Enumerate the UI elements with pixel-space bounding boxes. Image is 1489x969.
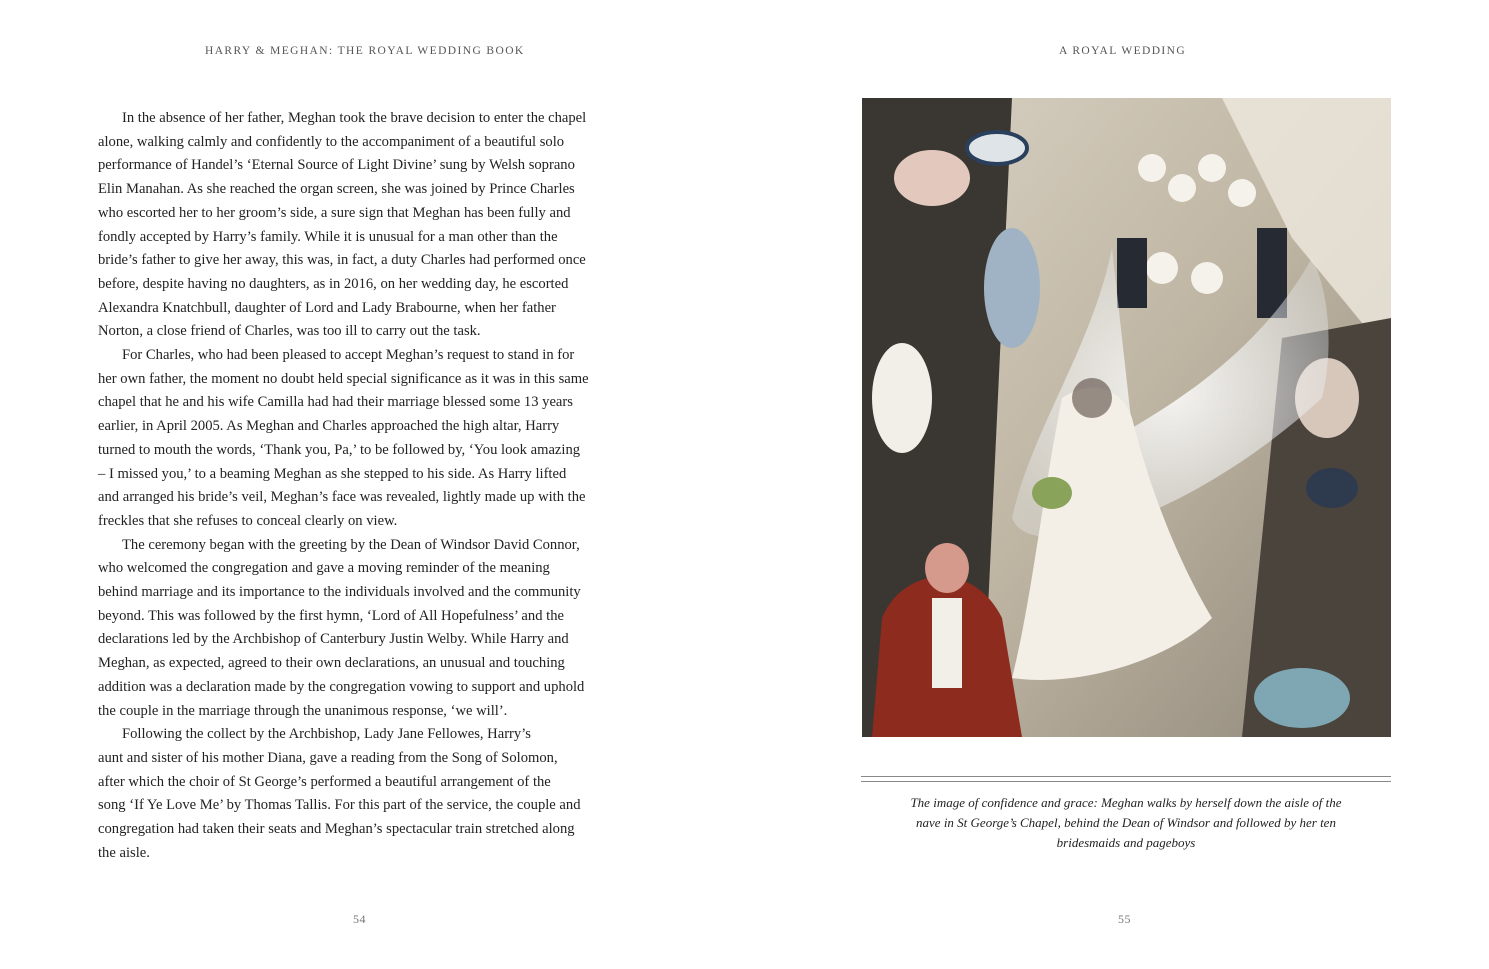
text-line: the aisle. [98, 844, 150, 861]
text-line: behind marriage and its importance to the individuals involved and the community [98, 584, 581, 601]
text-line: addition was a declaration made by the congregation vowing to support and uphold [98, 678, 585, 695]
paragraph-2 [98, 344, 632, 534]
wedding-photo-illustration [862, 98, 1391, 737]
caption-line: bridesmaids and pageboys [1056, 835, 1196, 850]
running-head-left: HARRY & MEGHAN: THE ROYAL WEDDING BOOK [205, 45, 525, 57]
guest-hat [894, 150, 970, 206]
guest-dress [984, 228, 1040, 348]
text-line: declarations led by the Archbishop of Canterbury Justin Welby. While Harry and [98, 631, 569, 648]
text-line: turned to mouth the words, ‘Thank you, Pa,’ to be followed by, ‘You look amazing [98, 441, 581, 458]
text-line: beyond. This was followed by the first hymn, ‘Lord of All Hopefulness’ and the [98, 607, 564, 624]
text-line: her own father, the moment no doubt held special significance as it was in this same [98, 370, 589, 387]
bride-head [1072, 378, 1112, 418]
text-line: Norton, a close friend of Charles, was too ill to carry out the task. [98, 323, 481, 340]
text-line: For Charles, who had been pleased to accept Meghan’s request to stand in for [122, 347, 575, 364]
text-line: In the absence of her father, Meghan took the brave decision to enter the chapel [122, 110, 587, 126]
text-line: after which the choir of St George’s performed a beautiful arrangement of the [98, 773, 551, 790]
text-line: who escorted her to her groom’s side, a sure sign that Meghan has been fully and [98, 204, 571, 221]
guest-hat [1306, 468, 1358, 508]
wedding-photo [862, 98, 1391, 737]
photo-caption [861, 793, 1391, 853]
text-line: Alexandra Knatchbull, daughter of Lord and Lady Brabourne, when her father [98, 299, 556, 316]
text-line: Meghan, as expected, agreed to their own declarations, an unusual and touching [98, 655, 565, 672]
text-line: freckles that she refuses to conceal clearly on view. [98, 512, 398, 529]
dean-head [925, 543, 969, 593]
text-line: fondly accepted by Harry’s family. While it is unusual for a man other than the [98, 228, 558, 245]
text-line: song ‘If Ye Love Me’ by Thomas Tallis. For this part of the service, the couple and [98, 797, 581, 814]
paragraph-3 [98, 534, 632, 724]
paragraph-1 [98, 107, 632, 344]
running-head-right: A ROYAL WEDDING [1059, 45, 1187, 57]
text-line: and arranged his bride’s veil, Meghan’s face was revealed, lightly made up with the [98, 489, 586, 506]
page-number-right: 55 [1118, 912, 1131, 926]
caption-line: nave in St George’s Chapel, behind the Dean of Windsor and followed by her ten [916, 815, 1336, 830]
text-line: alone, walking calmly and confidently to the accompaniment of a beautiful solo [98, 133, 565, 150]
text-line: who welcomed the congregation and gave a moving reminder of the meaning [98, 560, 550, 577]
guest-dress [872, 343, 932, 453]
text-line: chapel that he and his wife Camilla had had their marriage blessed some 13 years [98, 394, 573, 411]
text-line: – I missed you,’ to a beaming Meghan as she stepped to his side. As Harry lifted [98, 465, 567, 482]
right-page [745, 0, 1489, 969]
text-line: performance of Handel’s ‘Eternal Source of Light Divine’ sung by Welsh soprano [98, 157, 575, 174]
caption-line: The image of confidence and grace: Meghan walks by herself down the aisle of the [910, 795, 1342, 810]
text-line: aunt and sister of his mother Diana, gave a reading from the Song of Solomon, [98, 749, 558, 766]
text-line: congregation had taken their seats and Meghan’s spectacular train stretched along [98, 821, 575, 838]
caption-rule [861, 776, 1391, 782]
left-page [0, 0, 744, 969]
text-line: before, despite having no daughters, as in 2016, on her wedding day, he escorted [98, 275, 569, 292]
guest-hat [1254, 668, 1350, 728]
text-line: Following the collect by the Archbishop, Lady Jane Fellowes, Harry’s [122, 726, 531, 743]
text-line: earlier, in April 2005. As Meghan and Charles approached the high altar, Harry [98, 418, 560, 435]
page-number-left: 54 [353, 912, 366, 926]
text-line: The ceremony began with the greeting by the Dean of Windsor David Connor, [122, 536, 580, 553]
body-text [98, 107, 632, 866]
text-line: the couple in the marriage through the unanimous response, ‘we will’. [98, 702, 508, 719]
text-line: bride’s father to give her away, this was, in fact, a duty Charles had performed once [98, 252, 586, 269]
dean-surplice [932, 598, 962, 688]
bouquet [1032, 477, 1072, 509]
guest-hat [967, 132, 1027, 164]
paragraph-4 [98, 723, 632, 865]
text-line: Elin Manahan. As she reached the organ screen, she was joined by Prince Charles [98, 181, 575, 198]
